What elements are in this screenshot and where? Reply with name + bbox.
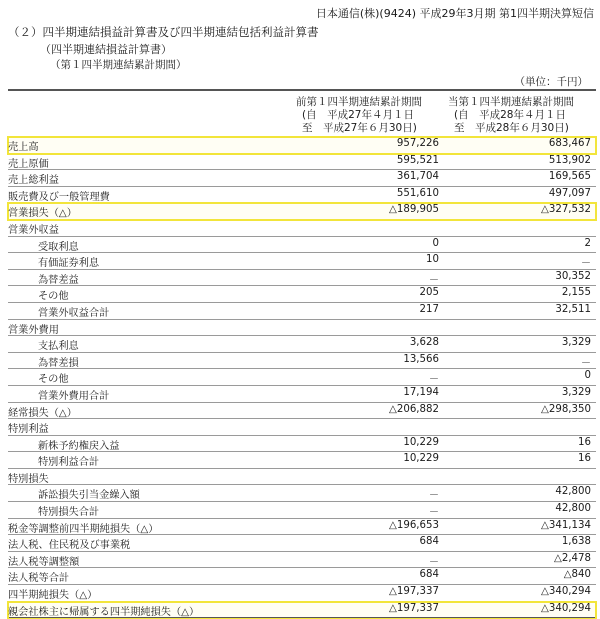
current-period-value: 513,902 — [548, 154, 591, 166]
row-label: 売上総利益 — [8, 175, 59, 187]
row-label: 特別利益 — [8, 424, 49, 436]
row-label: 親会社株主に帰属する四半期純損失（△） — [8, 606, 200, 618]
row-label: 販売費及び一般管理費 — [8, 191, 110, 203]
current-period-value: － — [580, 258, 591, 270]
current-period-value: 42,800 — [555, 503, 591, 515]
table-row — [8, 519, 596, 536]
row-label: 税金等調整前四半期純損失（△） — [8, 523, 159, 535]
prior-period-value: 10,229 — [403, 436, 439, 448]
row-label: 営業外費用合計 — [38, 390, 110, 402]
row-label: 法人税等合計 — [8, 573, 70, 585]
prior-period-value: － — [428, 490, 439, 502]
table-row — [8, 535, 596, 552]
prior-period-value: － — [428, 274, 439, 286]
table-row — [8, 253, 596, 270]
prior-period-value: 205 — [419, 287, 439, 299]
prior-period-value: 361,704 — [396, 171, 439, 183]
current-period-value: △341,134 — [541, 519, 591, 531]
row-label: 新株予約権戻入益 — [38, 440, 120, 452]
current-period-header — [448, 96, 574, 135]
prior-period-value: 595,521 — [396, 154, 439, 166]
table-row — [8, 552, 596, 569]
current-period-value: 2,155 — [561, 287, 591, 299]
prior-period-value: 3,628 — [409, 337, 439, 349]
current-period-value: 42,800 — [555, 486, 591, 498]
table-row — [8, 336, 596, 353]
row-label: 為替差損 — [38, 357, 79, 369]
prior-period-value: △206,882 — [389, 403, 439, 415]
prior-period-value: 17,194 — [403, 386, 439, 398]
prior-period-from: (自 平成27年４月１日 — [302, 109, 414, 121]
current-period-label: 当第１四半期連結累計期間 — [448, 96, 574, 108]
current-period-value: △2,478 — [554, 552, 591, 564]
current-period-value: 3,329 — [561, 386, 591, 398]
table-row — [8, 436, 596, 453]
prior-period-value: 10 — [426, 254, 439, 266]
row-label: 営業外収益合計 — [38, 307, 110, 319]
row-label: 特別利益合計 — [38, 457, 100, 469]
row-label: 支払利息 — [38, 341, 79, 353]
prior-period-value: － — [428, 556, 439, 568]
prior-period-label: 前第１四半期連結累計期間 — [296, 96, 422, 108]
prior-period-value: △196,653 — [389, 519, 439, 531]
table-row — [8, 187, 596, 204]
prior-period-value: 0 — [432, 237, 439, 249]
table-row — [8, 203, 596, 220]
current-period-to: 至 平成28年６月30日) — [454, 122, 569, 134]
table-row — [8, 452, 596, 469]
current-period-value: △298,350 — [541, 403, 591, 415]
current-period-value: 16 — [578, 436, 591, 448]
current-period-value: 16 — [578, 453, 591, 465]
prior-period-value: 10,229 — [403, 453, 439, 465]
table-row — [8, 237, 596, 254]
table-row — [8, 502, 596, 519]
table-row — [8, 137, 596, 154]
table-row — [8, 602, 596, 619]
current-period-value: △340,294 — [541, 586, 591, 598]
prior-period-value: 684 — [419, 569, 439, 581]
table-row — [8, 403, 596, 420]
table-row — [8, 220, 596, 237]
unit-label: （単位：千円） — [514, 76, 588, 88]
row-label: その他 — [38, 291, 69, 303]
current-period-value: 1,638 — [561, 536, 591, 548]
current-period-value: 30,352 — [555, 270, 591, 282]
prior-period-value: 684 — [419, 536, 439, 548]
table-row — [8, 485, 596, 502]
table-row — [8, 386, 596, 403]
row-label: 特別損失 — [8, 473, 49, 485]
row-label: 営業損失（△） — [8, 208, 77, 220]
table-row — [8, 320, 596, 337]
row-label: 特別損失合計 — [38, 507, 100, 519]
row-label: 法人税等調整額 — [8, 556, 80, 568]
prior-period-value: △197,337 — [389, 586, 439, 598]
prior-period-value: － — [428, 374, 439, 386]
table-row — [8, 270, 596, 287]
row-label: 営業外費用 — [8, 324, 59, 336]
current-period-value: 2 — [584, 237, 591, 249]
prior-period-value: 551,610 — [396, 187, 439, 199]
prior-period-to: 至 平成27年６月30日) — [302, 122, 417, 134]
row-label: 受取利息 — [38, 241, 79, 253]
prior-period-value: 13,566 — [403, 353, 439, 365]
table-row — [8, 353, 596, 370]
table-row — [8, 419, 596, 436]
income-statement-table — [8, 137, 596, 619]
current-period-value: 169,565 — [548, 171, 591, 183]
table-row — [8, 286, 596, 303]
row-label: 為替差益 — [38, 274, 79, 286]
column-header — [8, 89, 596, 138]
table-row — [8, 469, 596, 486]
row-label: 四半期純損失（△） — [8, 590, 98, 602]
table-row — [8, 170, 596, 187]
row-label: 有価証券利息 — [38, 258, 100, 270]
row-label: 法人税、住民税及び事業税 — [8, 540, 131, 552]
current-period-value: 0 — [584, 370, 591, 382]
company-line: 日本通信(株)(9424) 平成29年3月期 第1四半期決算短信 — [315, 7, 594, 20]
row-label: 営業外収益 — [8, 224, 59, 236]
row-label: 売上原価 — [8, 158, 49, 170]
row-label: その他 — [38, 374, 69, 386]
prior-period-value: 957,226 — [396, 138, 439, 149]
current-period-value: △327,532 — [541, 204, 591, 216]
table-row — [8, 568, 596, 585]
current-period-value: 683,467 — [548, 138, 591, 149]
row-label: 訴訟損失引当金繰入額 — [38, 490, 140, 502]
period-type: （第１四半期連結累計期間） — [50, 59, 187, 71]
prior-period-value: △197,337 — [389, 602, 439, 614]
table-row — [8, 303, 596, 320]
table-row — [8, 369, 596, 386]
table-row — [8, 154, 596, 171]
statement-title: （２）四半期連結損益計算書及び四半期連結包括利益計算書 — [8, 25, 319, 39]
current-period-value: － — [580, 357, 591, 369]
row-label: 売上高 — [8, 142, 39, 153]
prior-period-value: △189,905 — [389, 204, 439, 216]
statement-subtitle: （四半期連結損益計算書） — [40, 43, 172, 56]
prior-period-value: 217 — [419, 303, 439, 315]
current-period-value: △840 — [563, 569, 591, 581]
current-period-value: 497,097 — [548, 187, 591, 199]
table-row — [8, 585, 596, 602]
current-period-value: △340,294 — [541, 602, 591, 614]
current-period-from: (自 平成28年４月１日 — [454, 109, 566, 121]
row-label: 経常損失（△） — [8, 407, 77, 419]
current-period-value: 3,329 — [561, 337, 591, 349]
prior-period-value: － — [428, 507, 439, 519]
current-period-value: 32,511 — [555, 303, 591, 315]
prior-period-header — [296, 96, 422, 135]
